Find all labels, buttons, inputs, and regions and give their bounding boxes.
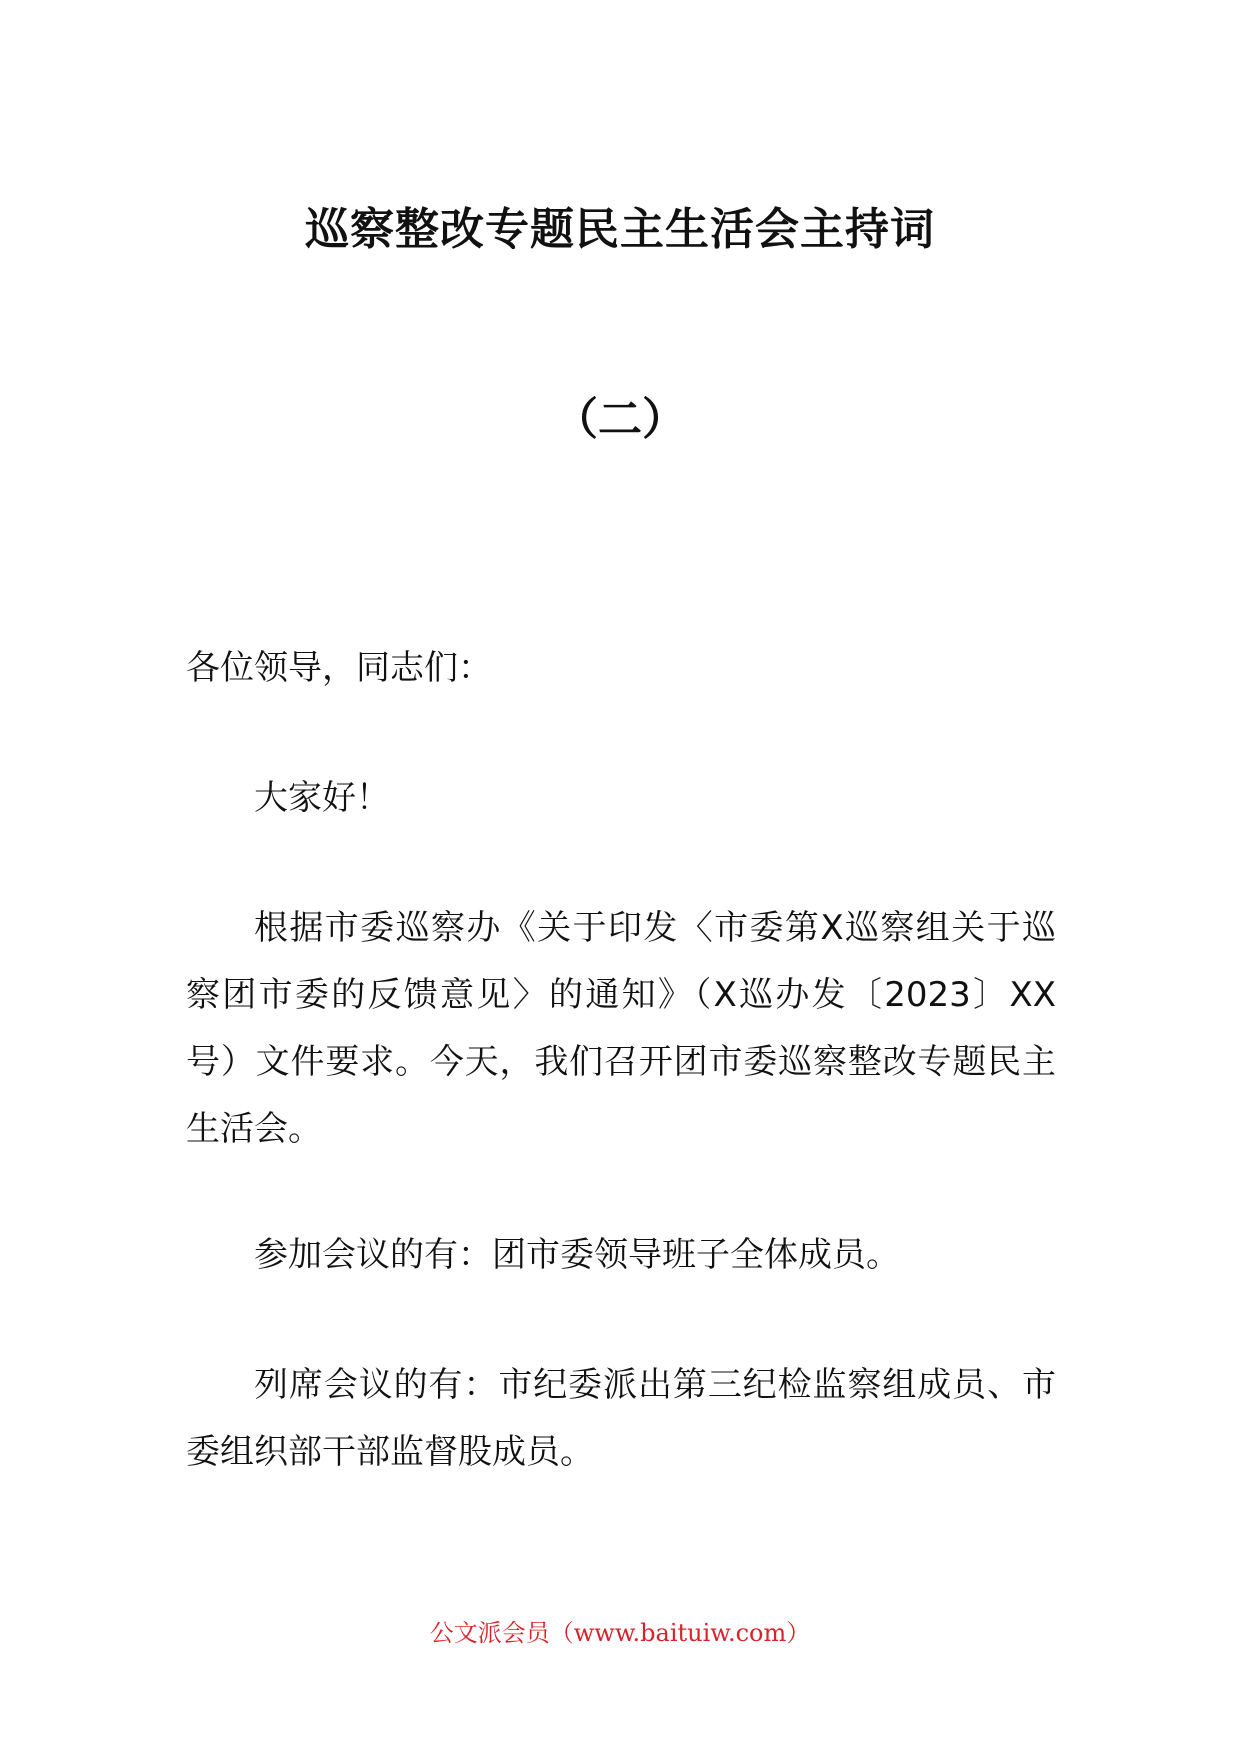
document-title: 巡察整改专题民主生活会主持词 bbox=[305, 204, 935, 255]
paragraph-basis: 根据市委巡察办《关于印发〈市委第X巡察组关于巡察团市委的反馈意见〉的通知》（X巡办发〔2023〕XX号）文件要求。今天，我们召开团市委巡察整改专题民主生活会。 bbox=[186, 908, 1056, 1149]
salutation: 各位领导，同志们： bbox=[186, 648, 492, 688]
paragraph-observers: 列席会议的有：市纪委派出第三纪检监察组成员、市委组织部干部监督股成员。 bbox=[186, 1365, 1056, 1472]
footer-watermark-link[interactable]: 公文派会员（www.baituiw.com） bbox=[429, 1619, 811, 1647]
paragraph-greeting: 大家好！ bbox=[254, 778, 390, 818]
document-subtitle: （二） bbox=[554, 394, 686, 445]
paragraph-attendees: 参加会议的有：团市委领导班子全体成员。 bbox=[254, 1235, 900, 1275]
